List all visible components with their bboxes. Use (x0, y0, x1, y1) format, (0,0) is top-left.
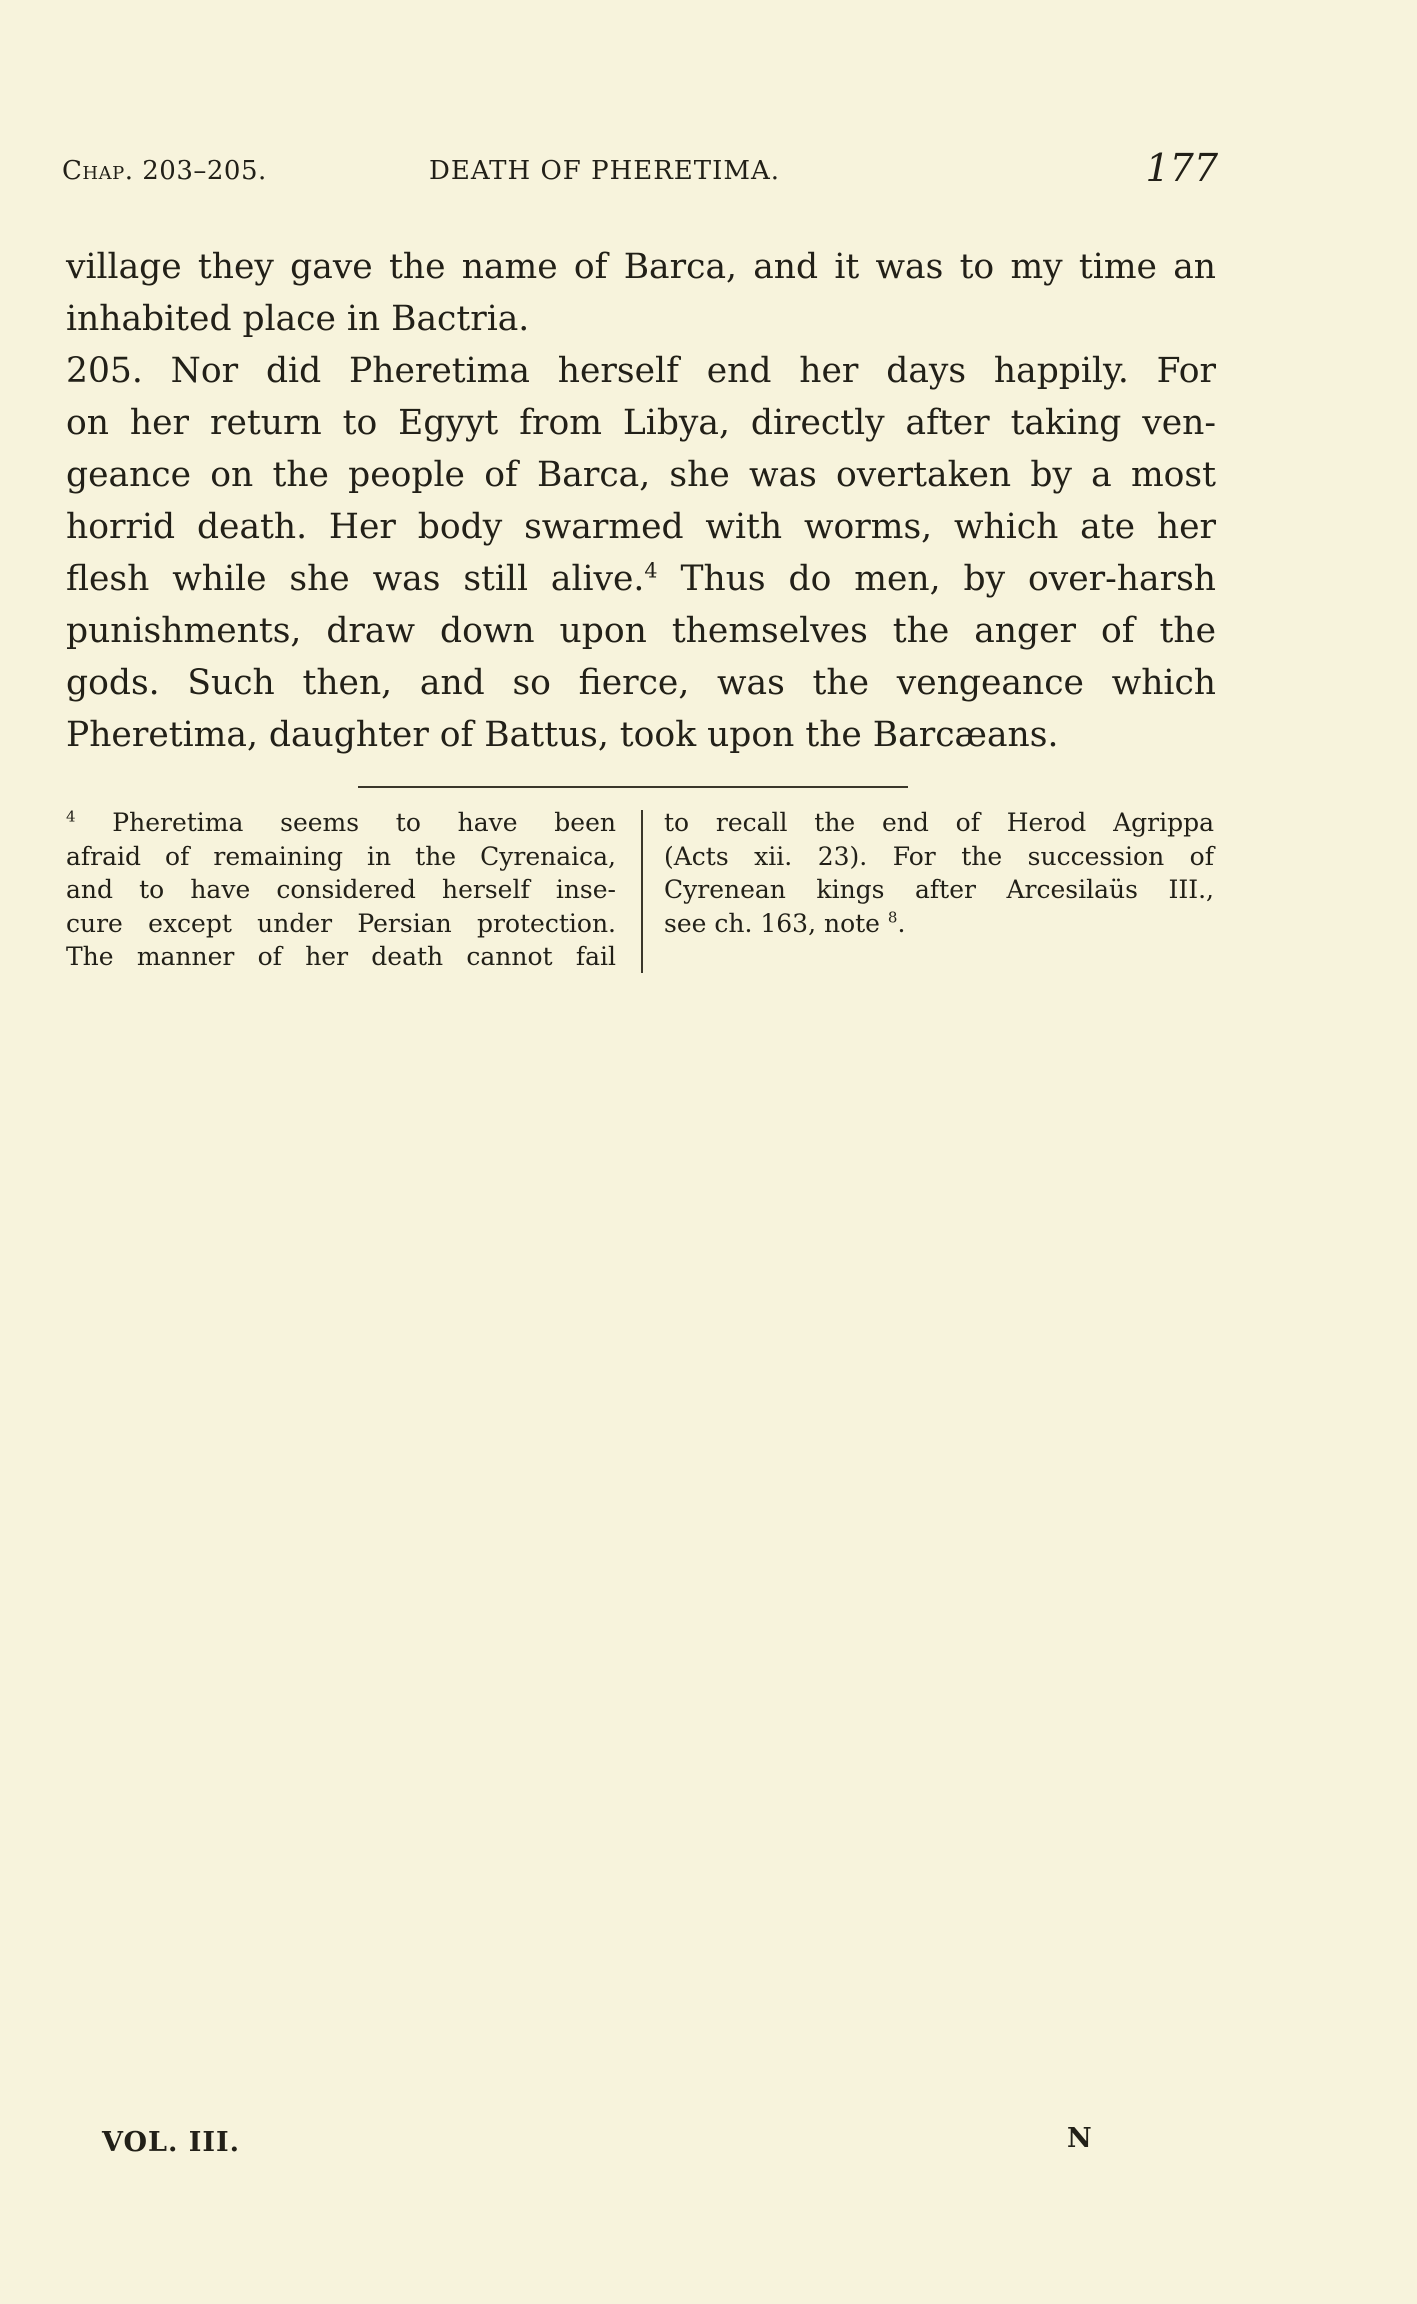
footnote-line: cure except under Persian protection. (66, 908, 616, 938)
signature-letter: N (1067, 2123, 1092, 2154)
footnote-line: see ch. 163, note $^8$. (664, 908, 906, 938)
footnote-column-right (664, 806, 1214, 940)
text-line: village they gave the name of Barca, and it was to my time an (66, 247, 1216, 287)
text-line: on her return to Egyyt from Libya, directly after taking ven- (66, 403, 1216, 443)
footnote-line: $^4$ Pheretima seems to have been (66, 807, 616, 837)
footnote-line: The manner of her death cannot fail (66, 942, 616, 971)
footnote-line: (Acts xii. 23). For the succession of (664, 841, 1214, 871)
text-line: Pheretima, daughter of Battus, took upon the Barcæans. (66, 715, 1059, 755)
footnote-line: to recall the end of Herod Agrippa (664, 808, 1214, 837)
footnote-ref: 4 (644, 558, 658, 583)
footnote-column-left (66, 806, 616, 974)
footnote-line: and to have considered herself inse- (66, 875, 616, 904)
text-line: geance on the people of Barca, she was overtaken by a most (66, 455, 1216, 495)
footnotes (66, 806, 1216, 976)
page-heading: DEATH OF PHERETIMA. (429, 156, 781, 186)
column-divider (641, 810, 643, 973)
text-fragment: Thus do men, by over-harsh (657, 559, 1216, 599)
footnote-marker: 4 (66, 807, 76, 826)
text-line: 205. Nor did Pheretima herself end her days happily. For (66, 351, 1216, 391)
page-number: 177 (1145, 146, 1218, 190)
text-fragment: flesh while she was still alive. (66, 559, 645, 599)
footnote-rule (358, 786, 908, 788)
text-line: horrid death. Her body swarmed with worms, which ate her (66, 507, 1216, 547)
main-text (66, 241, 1216, 761)
note-ref: 8 (887, 908, 898, 927)
text-line-with-note (66, 553, 1216, 605)
volume-signature: VOL. III. (102, 2127, 241, 2158)
text-line: inhabited place in Bactria. (66, 299, 530, 339)
footnote-line: afraid of remaining in the Cyrenaica, (66, 841, 616, 871)
text-line: punishments, draw down upon themselves the anger of the (66, 611, 1216, 651)
running-head (62, 146, 1218, 202)
text-line: gods. Such then, and so fierce, was the vengeance which (66, 663, 1216, 703)
chapter-range: Chap. 203–205. (62, 156, 267, 186)
footnote-line: Cyrenean kings after Arcesilaüs III., (664, 875, 1214, 904)
